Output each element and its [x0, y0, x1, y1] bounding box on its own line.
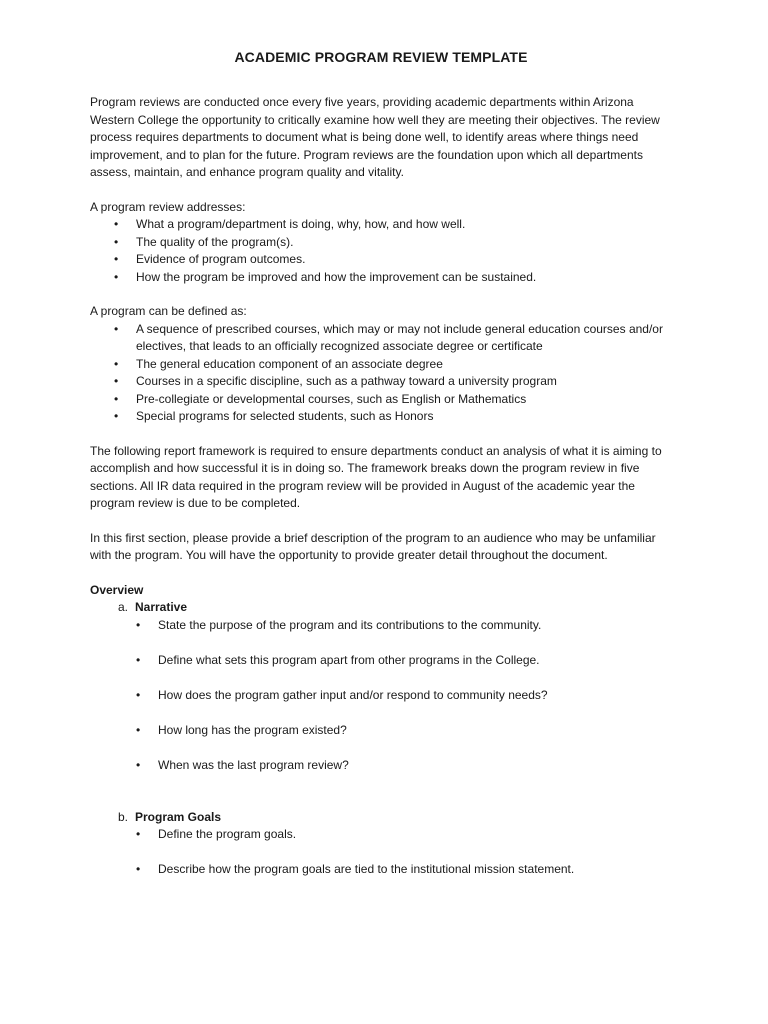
section-label: Program Goals: [135, 809, 222, 824]
section-heading-narrative: [90, 599, 672, 617]
page-title: ACADEMIC PROGRAM REVIEW TEMPLATE: [234, 49, 528, 65]
list-item: [90, 408, 672, 426]
list-item: [90, 373, 672, 391]
list-item: [90, 356, 672, 374]
list-item: [90, 722, 672, 740]
list-item-text: The quality of the program(s).: [136, 234, 294, 249]
overview-heading: Overview: [90, 582, 144, 597]
addresses-heading: A program review addresses:: [90, 199, 246, 214]
list-item-text: What a program/department is doing, why, how, and how well.: [136, 217, 466, 231]
list-item-text: How long has the program existed?: [158, 722, 347, 737]
bullet-icon: •: [114, 269, 119, 284]
bullet-icon: •: [114, 252, 119, 266]
bullet-icon: •: [114, 391, 119, 406]
program-goals-list: [90, 826, 672, 879]
list-item-text: The general education component of an associate degree: [136, 356, 443, 371]
list-item-text: State the purpose of the program and its contributions to the community.: [158, 617, 542, 632]
defined-heading: A program can be defined as:: [90, 304, 247, 318]
bullet-icon: •: [136, 652, 141, 667]
bullet-icon: •: [136, 827, 141, 841]
first-section-paragraph: In this first section, please provide a brief description of the program to an audience who may be unfamiliar with the program. You will have the opportunity to provide greater detail throughout the document.: [90, 530, 656, 562]
defined-list: [90, 321, 672, 426]
bullet-icon: •: [114, 234, 119, 249]
list-item: [90, 269, 672, 287]
intro-paragraph: Program reviews are conducted once every five years, providing academic departments within Arizona Western College the opportunity to critically examine how well they are meeting their objectives. The review process requires departments to document what is being done well, to identify areas where things need improvement, and to plan for the future. Program reviews are the foundation upon which all departments assess, maintain, and enhance program quality and vitality.: [90, 95, 660, 179]
list-item: [90, 687, 672, 705]
framework-paragraph: The following report framework is required to ensure departments conduct an analysis of what it is aiming to accomplish and how successful it is in doing so. The framework breaks down the program review in five sections. All IR data required in the program review will be provided in August of the academic year the program review is due to be completed.: [90, 443, 662, 510]
section-label: Narrative: [135, 600, 188, 614]
section-spacer: [90, 792, 672, 809]
list-item: [90, 757, 672, 775]
bullet-icon: •: [136, 687, 141, 702]
bullet-icon: •: [114, 321, 119, 336]
list-item: [90, 617, 672, 635]
list-item-text: A sequence of prescribed courses, which may or may not include general education courses and/or electives, that leads to an officially recognized associate degree or certificate: [136, 321, 663, 353]
list-item-text: When was the last program review?: [158, 757, 349, 772]
list-item: [90, 861, 672, 879]
list-item-text: Describe how the program goals are tied to the institutional mission statement.: [158, 862, 575, 876]
bullet-icon: •: [136, 862, 141, 876]
list-item: [90, 234, 672, 252]
section-marker: b.: [118, 809, 129, 824]
list-item-text: How does the program gather input and/or respond to community needs?: [158, 687, 548, 702]
section-heading-program-goals: [90, 809, 672, 827]
list-item-text: Pre-collegiate or developmental courses, such as English or Mathematics: [136, 391, 527, 406]
section-marker: a.: [118, 600, 129, 614]
bullet-icon: •: [114, 409, 119, 423]
list-item-text: Evidence of program outcomes.: [136, 252, 306, 266]
list-item-text: Define what sets this program apart from other programs in the College.: [158, 652, 540, 667]
narrative-list: [90, 617, 672, 775]
list-item: [90, 652, 672, 670]
list-item-text: Courses in a specific discipline, such as a pathway toward a university program: [136, 374, 557, 388]
bullet-icon: •: [114, 374, 119, 388]
bullet-icon: •: [114, 356, 119, 371]
list-item: [90, 826, 672, 844]
list-item: [90, 216, 672, 234]
list-item-text: How the program be improved and how the improvement can be sustained.: [136, 269, 537, 284]
addresses-list: [90, 216, 672, 286]
list-item-text: Special programs for selected students, such as Honors: [136, 409, 434, 423]
bullet-icon: •: [136, 617, 141, 632]
bullet-icon: •: [114, 217, 119, 231]
list-item: [90, 391, 672, 409]
list-item: [90, 321, 672, 356]
bullet-icon: •: [136, 757, 141, 772]
list-item-text: Define the program goals.: [158, 827, 297, 841]
bullet-icon: •: [136, 722, 141, 737]
list-item: [90, 251, 672, 269]
